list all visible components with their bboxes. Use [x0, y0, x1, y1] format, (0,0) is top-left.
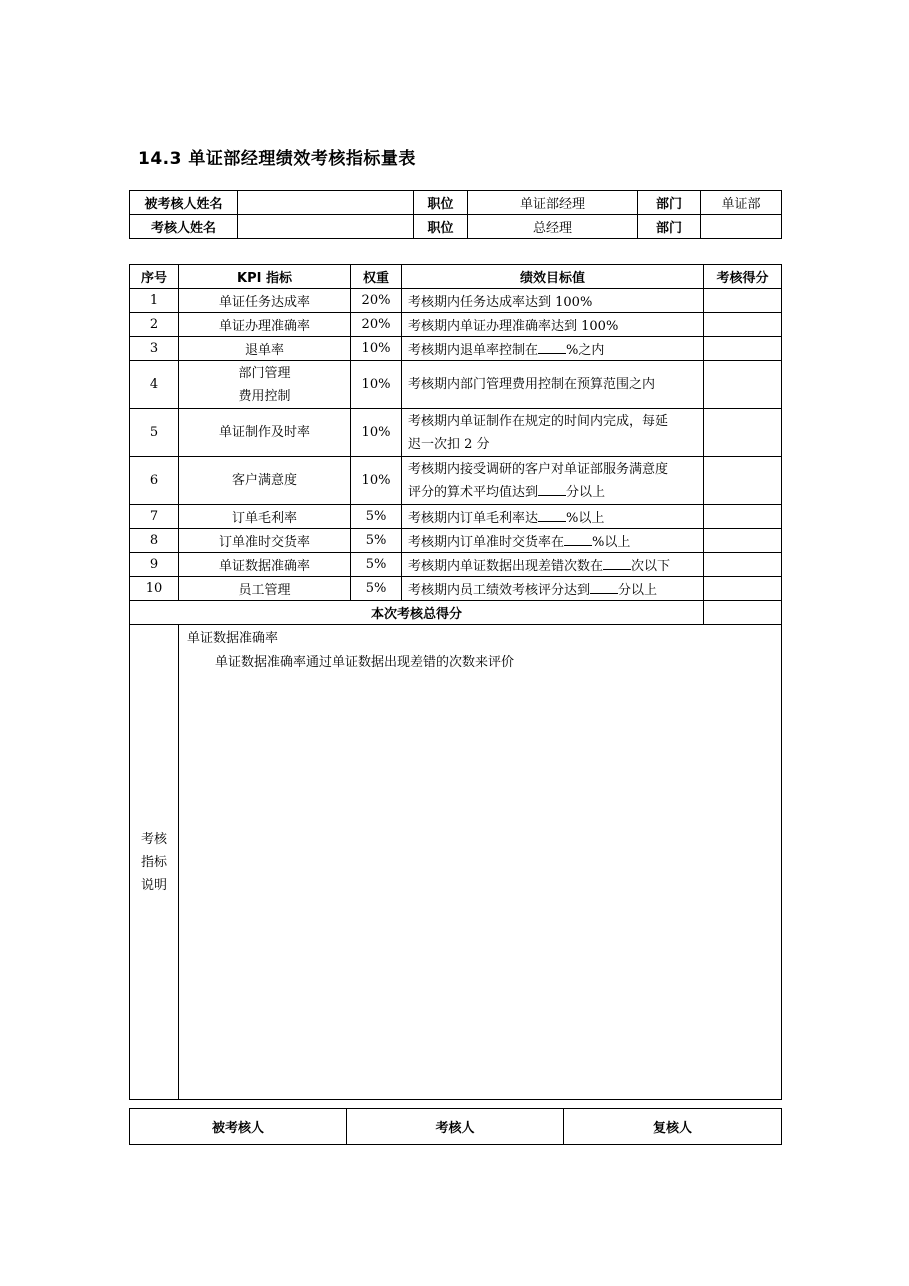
row-target: [402, 505, 704, 529]
row-target: [402, 337, 704, 361]
assessor-name-field[interactable]: [238, 215, 414, 239]
description-label-line: 指标: [140, 854, 167, 870]
target-text-pre: 考核期内员工绩效考核评分达到: [408, 583, 591, 598]
table-row: [130, 505, 782, 529]
reviewer-signature-label: 复核人: [564, 1109, 782, 1145]
fill-blank[interactable]: [538, 509, 566, 522]
assessee-signature-label: 被考核人: [130, 1109, 347, 1145]
total-score-field[interactable]: [704, 601, 782, 625]
target-text-pre: 考核期内单证数据出现差错次数在: [408, 559, 604, 574]
target-text-post: 次以下: [631, 559, 671, 574]
fill-blank[interactable]: [603, 557, 631, 570]
row-score-field[interactable]: [704, 553, 782, 577]
row-kpi: 员工管理: [179, 577, 351, 601]
target-line: 迟一次扣 2 分: [408, 436, 490, 452]
row-weight: 5%: [351, 577, 402, 601]
row-kpi-line: 部门管理: [238, 365, 291, 381]
row-score-field[interactable]: [704, 409, 782, 457]
assessor-position-label: 职位: [414, 215, 468, 239]
row-no: 5: [130, 409, 179, 457]
row-target: [402, 409, 704, 457]
target-text-post: 分以上: [566, 484, 606, 500]
fill-blank[interactable]: [538, 483, 566, 496]
row-weight: 10%: [351, 337, 402, 361]
table-row: [130, 457, 782, 505]
col-header-no: 序号: [130, 265, 179, 289]
target-text-post: %以上: [566, 511, 605, 526]
row-no: 6: [130, 457, 179, 505]
row-score-field[interactable]: [704, 337, 782, 361]
table-row: [130, 313, 782, 337]
row-weight: 5%: [351, 529, 402, 553]
table-row: [130, 361, 782, 409]
table-row: [130, 577, 782, 601]
row-score-field[interactable]: [704, 313, 782, 337]
target-line: [408, 481, 699, 504]
row-no: 2: [130, 313, 179, 337]
description-label-line: 说明: [140, 877, 167, 893]
row-weight: 20%: [351, 313, 402, 337]
row-target: [402, 577, 704, 601]
row-target: 考核期内单证办理准确率达到 100%: [402, 313, 704, 337]
row-target: 考核期内部门管理费用控制在预算范围之内: [402, 361, 704, 409]
row-kpi: 单证办理准确率: [179, 313, 351, 337]
row-weight: 20%: [351, 289, 402, 313]
assessee-name-field[interactable]: [238, 191, 414, 215]
assessor-signature-label: 考核人: [347, 1109, 564, 1145]
row-kpi: 单证制作及时率: [179, 409, 351, 457]
total-row: [130, 601, 782, 625]
info-table: [129, 190, 782, 239]
row-kpi: [179, 361, 351, 409]
target-text-post: 分以上: [618, 583, 658, 598]
row-score-field[interactable]: [704, 529, 782, 553]
table-row: [130, 529, 782, 553]
signature-table: [129, 1108, 782, 1145]
description-label: [130, 625, 179, 1100]
target-line: 考核期内接受调研的客户对单证部服务满意度: [408, 461, 669, 477]
row-kpi-line: 费用控制: [238, 388, 291, 404]
row-kpi: 单证任务达成率: [179, 289, 351, 313]
target-text-pre: 考核期内订单准时交货率在: [408, 535, 565, 550]
col-header-score: 考核得分: [704, 265, 782, 289]
description-text: 单证数据准确率通过单证数据出现差错的次数来评价: [215, 655, 515, 670]
table-row: [130, 289, 782, 313]
target-text-post: %之内: [566, 343, 605, 358]
row-kpi: 订单毛利率: [179, 505, 351, 529]
kpi-header-row: [130, 265, 782, 289]
row-score-field[interactable]: [704, 505, 782, 529]
row-weight: 10%: [351, 361, 402, 409]
col-header-target: 绩效目标值: [402, 265, 704, 289]
row-kpi: 退单率: [179, 337, 351, 361]
target-text-pre: 考核期内订单毛利率达: [408, 511, 539, 526]
row-no: 8: [130, 529, 179, 553]
table-row: [130, 553, 782, 577]
target-text-pre: 评分的算术平均值达到: [408, 484, 539, 500]
row-target: 考核期内任务达成率达到 100%: [402, 289, 704, 313]
assessor-dept-label: 部门: [638, 215, 701, 239]
row-kpi: 订单准时交货率: [179, 529, 351, 553]
row-score-field[interactable]: [704, 289, 782, 313]
fill-blank[interactable]: [538, 341, 566, 354]
target-line: 考核期内单证制作在规定的时间内完成，每延: [408, 413, 669, 429]
row-weight: 10%: [351, 457, 402, 505]
row-target: [402, 553, 704, 577]
row-target: [402, 529, 704, 553]
signature-row: [130, 1109, 782, 1145]
target-text-pre: 考核期内退单率控制在: [408, 343, 539, 358]
fill-blank[interactable]: [590, 581, 618, 594]
info-row-assessor: [130, 215, 782, 239]
row-no: 4: [130, 361, 179, 409]
assessee-dept-label: 部门: [638, 191, 701, 215]
assessor-dept-field[interactable]: [701, 215, 782, 239]
row-weight: 5%: [351, 553, 402, 577]
row-no: 9: [130, 553, 179, 577]
description-heading: 单证数据准确率: [187, 631, 279, 646]
row-score-field[interactable]: [704, 577, 782, 601]
row-weight: 5%: [351, 505, 402, 529]
assessee-name-label: 被考核人姓名: [130, 191, 238, 215]
row-score-field[interactable]: [704, 457, 782, 505]
kpi-table: [129, 264, 782, 1100]
row-weight: 10%: [351, 409, 402, 457]
row-no: 10: [130, 577, 179, 601]
row-no: 3: [130, 337, 179, 361]
assessor-name-label: 考核人姓名: [130, 215, 238, 239]
assessee-position-label: 职位: [414, 191, 468, 215]
row-no: 7: [130, 505, 179, 529]
assessee-position-value: 单证部经理: [468, 191, 638, 215]
fill-blank[interactable]: [564, 533, 592, 546]
col-header-weight: 权重: [351, 265, 402, 289]
description-row: [130, 625, 782, 1100]
assessee-dept-value: 单证部: [701, 191, 782, 215]
row-kpi: 客户满意度: [179, 457, 351, 505]
description-content: [179, 625, 782, 1100]
description-label-line: 考核: [140, 831, 167, 847]
total-score-label: 本次考核总得分: [130, 601, 704, 625]
page-title: 14.3 单证部经理绩效考核指标量表: [138, 149, 416, 169]
assessor-position-value: 总经理: [468, 215, 638, 239]
row-kpi: 单证数据准确率: [179, 553, 351, 577]
table-row: [130, 409, 782, 457]
row-target: [402, 457, 704, 505]
info-row-assessee: [130, 191, 782, 215]
target-text-post: %以上: [592, 535, 631, 550]
row-no: 1: [130, 289, 179, 313]
table-row: [130, 337, 782, 361]
row-score-field[interactable]: [704, 361, 782, 409]
col-header-kpi: KPI 指标: [179, 265, 351, 289]
